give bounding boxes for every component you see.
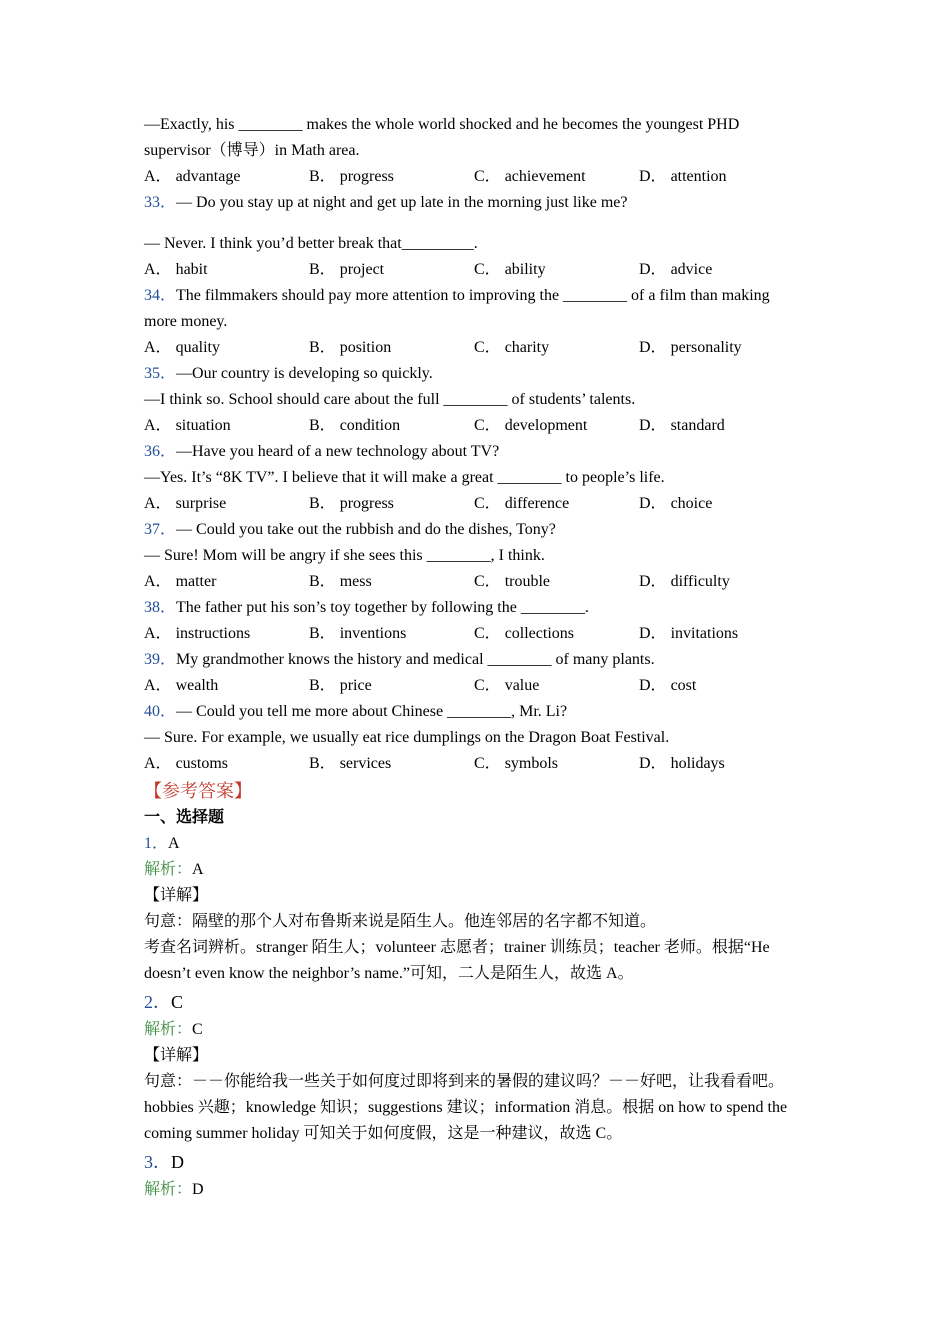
- q37-option-c: C． trouble: [474, 573, 551, 590]
- q33-line1: 33．— Do you stay up at night and get up late in the morning just like me?: [144, 194, 628, 211]
- q33-option-a: A． habit: [144, 261, 208, 278]
- answer-1-analysis-label: 解析：A: [144, 861, 204, 878]
- q34-option-c: C． charity: [474, 339, 550, 356]
- q39-line1: 39．My grandmother knows the history and medical ________ of many plants.: [144, 651, 655, 668]
- question-number: 40．: [144, 703, 177, 720]
- q37-line2: — Sure! Mom will be angry if she sees this ________, I think.: [144, 547, 545, 564]
- question-number: 36．: [144, 443, 177, 460]
- q32-option-a: A． advantage: [144, 168, 241, 185]
- question-number: 38．: [144, 599, 177, 616]
- answer-1: 1．A: [144, 835, 180, 852]
- answer-1-detail-heading: 【详解】: [144, 887, 209, 904]
- q36-option-c: C． difference: [474, 495, 570, 512]
- q40-line2: — Sure. For example, we usually eat rice dumplings on the Dragon Boat Festival.: [144, 729, 670, 746]
- q33-option-c: C． ability: [474, 261, 546, 278]
- answer-2-analysis: hobbies 兴趣；knowledge 知识；suggestions 建议；information 消息。根据 on how to spend the coming summer holiday 可知关于如何度假，这是一种建议，故选 C。: [144, 1099, 788, 1142]
- q39-option-d: D． cost: [639, 677, 697, 694]
- q33-line2: — Never. I think you’d better break that_________.: [144, 235, 478, 252]
- q38-option-a: A． instructions: [144, 625, 251, 642]
- answer-2-detail-heading: 【详解】: [144, 1047, 209, 1064]
- q35-option-c: C． development: [474, 417, 588, 434]
- q37-option-d: D． difficulty: [639, 573, 730, 590]
- q36-option-d: D． choice: [639, 495, 713, 512]
- q38-line1: 38．The father put his son’s toy together by following the ________.: [144, 599, 589, 616]
- question-number: 34．: [144, 287, 177, 304]
- question-number: 37．: [144, 521, 177, 538]
- q35-line1: 35．—Our country is developing so quickly.: [144, 365, 433, 382]
- answer-1-analysis: 考查名词辨析。stranger 陌生人；volunteer 志愿者；trainer 训练员；teacher 老师。根据“He doesn’t even know the neighbor’s name.”可知，二人是陌生人，故选 A。: [144, 939, 770, 982]
- answer-3-analysis-label: 解析：D: [144, 1181, 204, 1198]
- q36-line2: —Yes. It’s “8K TV”. I believe that it will make a great ________ to people’s life.: [144, 469, 665, 486]
- q37-options: [144, 569, 814, 595]
- q36-options: [144, 491, 814, 517]
- q32-option-d: D． attention: [639, 168, 727, 185]
- q34-line2: more money.: [144, 313, 228, 330]
- answer-2-analysis-label: 解析：C: [144, 1021, 203, 1038]
- q34-option-d: D． personality: [639, 339, 742, 356]
- q34-line1: 34．The filmmakers should pay more attention to improving the ________ of a film than making: [144, 287, 770, 304]
- q33-option-d: D． advice: [639, 261, 713, 278]
- q34-option-b: B． position: [309, 339, 392, 356]
- q32-line2: supervisor（博导）in Math area.: [144, 142, 360, 159]
- answer-1-sentence: 句意：隔壁的那个人对布鲁斯来说是陌生人。他连邻居的名字都不知道。: [144, 913, 657, 930]
- q40-option-d: D． holidays: [639, 755, 725, 772]
- q34-options: [144, 335, 814, 361]
- q33-option-b: B． project: [309, 261, 385, 278]
- q40-option-a: A． customs: [144, 755, 229, 772]
- q35-option-a: A． situation: [144, 417, 231, 434]
- q37-option-a: A． matter: [144, 573, 217, 590]
- q36-option-b: B． progress: [309, 495, 394, 512]
- q37-option-b: B． mess: [309, 573, 372, 590]
- document-page: [144, 112, 814, 1203]
- q40-option-c: C． symbols: [474, 755, 559, 772]
- q35-line2: —I think so. School should care about the full ________ of students’ talents.: [144, 391, 636, 408]
- q35-option-d: D． standard: [639, 417, 725, 434]
- answer-2: 2．C: [144, 992, 184, 1012]
- q39-option-c: C． value: [474, 677, 540, 694]
- q40-options: [144, 751, 814, 777]
- q38-option-b: B． inventions: [309, 625, 407, 642]
- q32-option-b: B． progress: [309, 168, 394, 185]
- q35-options: [144, 413, 814, 439]
- q39-option-a: A． wealth: [144, 677, 219, 694]
- question-number: 33．: [144, 194, 177, 211]
- q40-line1: 40．— Could you tell me more about Chinese ________, Mr. Li?: [144, 703, 568, 720]
- question-number: 39．: [144, 651, 177, 668]
- q39-options: [144, 673, 814, 699]
- q38-options: [144, 621, 814, 647]
- q36-line1: 36．—Have you heard of a new technology about TV?: [144, 443, 500, 460]
- q34-option-a: A． quality: [144, 339, 220, 356]
- answer-3: 3．D: [144, 1152, 184, 1172]
- q32-line1: —Exactly, his ________ makes the whole world shocked and he becomes the youngest PHD: [144, 116, 740, 133]
- answers-heading: 【参考答案】: [144, 781, 252, 801]
- answer-2-sentence: 句意：－－你能给我一些关于如何度过即将到来的暑假的建议吗？－－好吧，让我看看吧。: [144, 1073, 785, 1090]
- q32-option-c: C． achievement: [474, 168, 586, 185]
- q38-option-c: C． collections: [474, 625, 574, 642]
- question-number: 35．: [144, 365, 177, 382]
- section-title: 一、选择题: [144, 809, 225, 826]
- q40-option-b: B． services: [309, 755, 392, 772]
- q37-line1: 37．— Could you take out the rubbish and do the dishes, Tony?: [144, 521, 556, 538]
- q39-option-b: B． price: [309, 677, 372, 694]
- q38-option-d: D． invitations: [639, 625, 739, 642]
- q36-option-a: A． surprise: [144, 495, 227, 512]
- q32-options: [144, 164, 814, 190]
- q35-option-b: B． condition: [309, 417, 401, 434]
- q33-options: [144, 257, 814, 283]
